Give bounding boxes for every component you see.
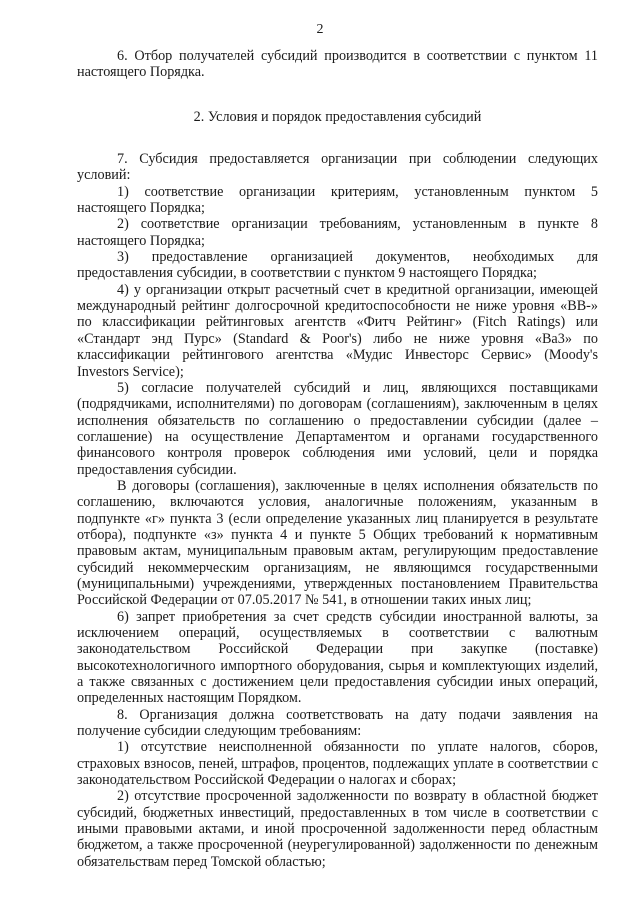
subparagraph-8-2: 2) отсутствие просроченной задолженности по возврату в областной бюджет субсидий, бюджетных инвестиций, предоставленных в том числе в соответствии с иными правовыми актами, и иной просроченной задолженности перед областным бюджетом, а также просроченной (неурегулированной) задолженности по денежным обязательствам перед Томской областью; (77, 788, 598, 870)
paragraph-item-6: 6. Отбор получателей субсидий производится в соответствии с пунктом 11 настоящего Порядка. (77, 48, 598, 81)
paragraph-item-8: 8. Организация должна соответствовать на дату подачи заявления на получение субсидии следующим требованиям: (77, 706, 598, 740)
subparagraph-7-3: 3) предоставление организацией документов, необходимых для предоставления субсидии, в соответствии с пунктом 9 настоящего Порядка; (77, 249, 598, 282)
paragraph-item-7: 7. Субсидия предоставляется организации при соблюдении следующих условий: (77, 151, 598, 184)
paragraph-contracts: В договоры (соглашения), заключенные в целях исполнения обязательств по соглашению, включаются условия, аналогичные положениям, указанным в подпункте «г» пункта 3 (если определение указанных лиц планируется в результате отбора), подпункте «з» пункта 4 и пункте 5 Общих требований к нормативным правовым актам, муниципальным правовым актам, регулирующим предоставление субсидий некоммерческим организациям, не являющимся государственными (муниципальными) учреждениями, утвержденных постановлением Правительства Российской Федерации от 07.05.2017 № 541, в отношении таких иных лиц; (77, 477, 598, 609)
subparagraph-7-2: 2) соответствие организации требованиям, установленным в пункте 8 настоящего Порядка; (77, 216, 598, 249)
subparagraph-7-1: 1) соответствие организации критериям, установленным пунктом 5 настоящего Порядка; (77, 183, 598, 217)
subparagraph-7-6: 6) запрет приобретения за счет средств субсидии иностранной валюты, за исключением операций, осуществляемых в соответствии с валютным законодательством Российской Федерации при закупке (поставке) высокотехнологичного импортного оборудования, сырья и комплектующих изделий, а также связанных с достижением цели предоставления субсидии иных операций, определенных настоящим Порядком. (77, 608, 598, 707)
subparagraph-8-1: 1) отсутствие неисполненной обязанности по уплате налогов, сборов, страховых взносов, пеней, штрафов, процентов, подлежащих уплате в соответствии с законодательством Российской Федерации о налогах и сборах; (77, 739, 598, 789)
section-heading: 2. Условия и порядок предоставления субсидий (193, 108, 482, 125)
subparagraph-7-5: 5) согласие получателей субсидий и лиц, являющихся поставщиками (подрядчиками, исполнителями) по договорам (соглашениям), заключенным в целях исполнения обязательств по соглашению о предоставлении субсидии (далее – соглашение) на осуществление Департаментом и органами государственного финансового контроля проверок соблюдения ими условий, цели и порядка предоставления субсидии. (77, 379, 598, 478)
page-number: 2 (316, 22, 324, 37)
subparagraph-7-4: 4) у организации открыт расчетный счет в кредитной организации, имеющей международный рейтинг долгосрочной кредитоспособности не ниже уровня «ВВ-» по классификации рейтинговых агентств «Фитч Рейтинг» (Fitch Ratings) или «Стандарт энд Пурс» (Standard & Poor's) либо не ниже уровня «Ва3» по классификации рейтингового агентства «Мудис Инвесторс Сервис» (Moody's Investors Service); (77, 281, 598, 380)
document-body (77, 48, 598, 870)
